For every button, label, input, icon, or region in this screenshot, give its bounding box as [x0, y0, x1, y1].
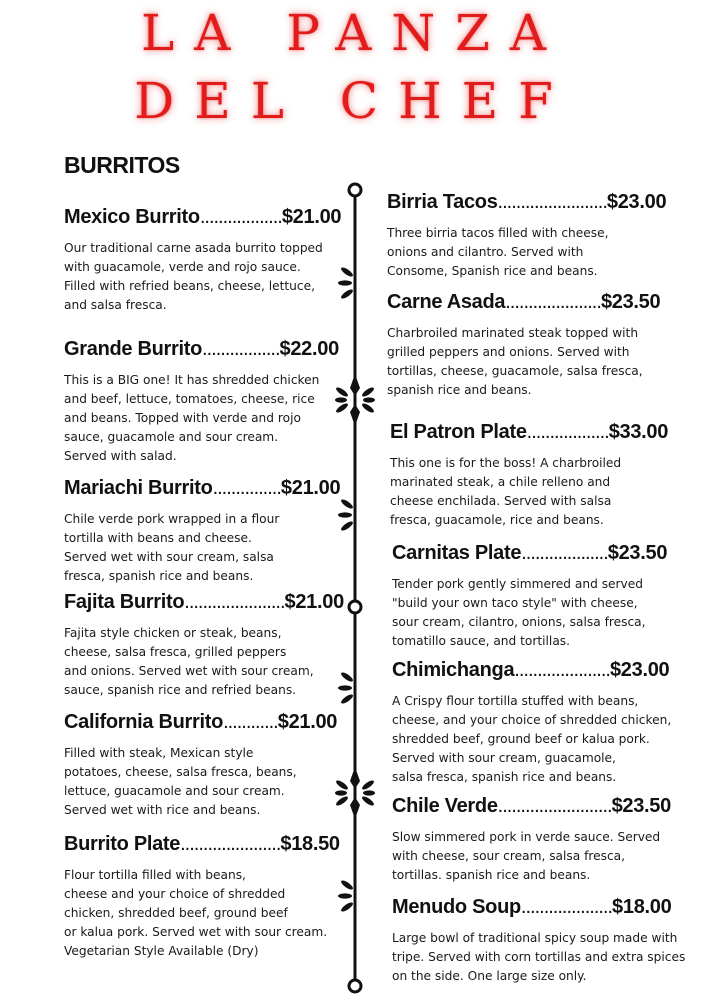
- item-price: $33.00: [608, 421, 669, 443]
- menu-item: [390, 420, 668, 530]
- item-name: Carne Asada: [387, 291, 506, 313]
- item-name: Menudo Soup: [392, 896, 521, 918]
- menu-item: [392, 541, 667, 651]
- item-description: This is a BIG one! It has shredded chicken and beef, lettuce, tomatoes, cheese, rice and beans. Topped with verde and rojo sauce, guacamole and sour cream. Served with salad.: [64, 373, 320, 463]
- menu-item: [64, 337, 339, 466]
- menu-item: [392, 895, 685, 986]
- leader-dots: .....................: [514, 659, 610, 681]
- item-description: Fajita style chicken or steak, beans, cheese, salsa fresca, grilled peppers and onions. Served wet with sour cream, sauce, spanish rice and refried beans.: [64, 626, 314, 697]
- leader-dots: ......................: [184, 591, 285, 613]
- menu-item-header: [64, 476, 340, 500]
- menu-item: [64, 205, 341, 315]
- menu-item-header: [64, 205, 341, 229]
- menu-item-header: [64, 337, 339, 361]
- menu-item-header: [64, 710, 337, 734]
- menu-item-header: [392, 794, 671, 818]
- menu-item-header: [390, 420, 668, 444]
- menu-item: [64, 710, 337, 820]
- item-name: El Patron Plate: [390, 421, 527, 443]
- leaf-ornament: [338, 879, 354, 913]
- leader-dots: .................: [202, 338, 280, 360]
- menu-item: [387, 290, 660, 400]
- item-description: Flour tortilla filled with beans, cheese and your choice of shredded chicken, shredded beef, ground beef or kalua pork. Served wet with sour cream. Vegetarian Style Available (Dry): [64, 868, 328, 958]
- item-price: $21.00: [284, 591, 344, 613]
- section-title: BURRITOS: [64, 152, 180, 178]
- menu-item: [64, 476, 340, 586]
- item-name: Mariachi Burrito: [64, 477, 213, 499]
- leaf-ornament: [338, 266, 354, 300]
- item-description: Filled with steak, Mexican style potatoes, cheese, salsa fresca, beans, lettuce, guacamole and sour cream. Served wet with rice and beans.: [64, 746, 297, 817]
- item-name: Mexico Burrito: [64, 206, 200, 228]
- menu-item: [392, 658, 671, 787]
- item-price: $18.50: [280, 833, 340, 855]
- menu-item: [64, 590, 344, 700]
- menu-item-header: [64, 590, 344, 614]
- item-price: $23.50: [611, 795, 671, 817]
- leader-dots: ..................: [199, 206, 282, 228]
- item-description: This one is for the boss! A charbroiled marinated steak, a chile relleno and cheese enchilada. Served with salsa fresca, guacamole, rice and beans.: [390, 456, 622, 527]
- menu-item-header: [64, 832, 340, 856]
- menu-item: [392, 794, 671, 885]
- ring-ornament-top: [349, 184, 361, 196]
- item-price: $23.00: [609, 659, 670, 681]
- item-description: A Crispy flour tortilla stuffed with beans, cheese, and your choice of shredded chicken, shredded beef, ground beef or kalua pork. Served with sour cream, guacamole, salsa fresca, spanish rice and beans.: [392, 694, 672, 784]
- item-price: $23.00: [606, 191, 667, 213]
- leaf-ornament: [338, 498, 354, 532]
- leader-dots: ......................: [180, 833, 281, 855]
- item-price: $21.00: [281, 206, 342, 228]
- menu-item: [64, 832, 340, 961]
- leader-dots: .....................: [505, 291, 601, 313]
- ring-ornament-middle: [349, 601, 361, 613]
- item-description: Tender pork gently simmered and served "build your own taco style" with cheese, sour cream, cilantro, onions, salsa fresca, tomatillo sauce, and tortillas.: [392, 577, 646, 648]
- leader-dots: ....................: [520, 896, 613, 918]
- item-description: Chile verde pork wrapped in a flour tortilla with beans and cheese. Served wet with sour cream, salsa fresca, spanish rice and beans.: [64, 512, 280, 583]
- item-name: Grande Burrito: [64, 338, 203, 360]
- item-name: Burrito Plate: [64, 833, 181, 855]
- item-name: Fajita Burrito: [64, 591, 185, 613]
- item-price: $18.00: [612, 896, 672, 918]
- ring-ornament-bottom: [349, 980, 361, 992]
- item-description: Slow simmered pork in verde sauce. Served with cheese, sour cream, salsa fresca, tortillas. spanish rice and beans.: [392, 830, 661, 882]
- restaurant-name-line2: DEL CHEF: [134, 72, 573, 130]
- leader-dots: ...................: [521, 542, 608, 564]
- menu-item-header: [392, 541, 667, 565]
- menu-item-header: [392, 658, 671, 682]
- item-name: Chile Verde: [392, 795, 498, 817]
- item-name: California Burrito: [64, 711, 224, 733]
- item-description: Large bowl of traditional spicy soup made with tripe. Served with corn tortillas and extra spices on the side. One large size only.: [392, 931, 686, 983]
- leaf-ornament: [338, 671, 354, 705]
- leader-dots: ............: [223, 711, 278, 733]
- item-name: Carnitas Plate: [392, 542, 522, 564]
- item-name: Birria Tacos: [387, 191, 498, 213]
- ornamental-divider: [330, 180, 382, 995]
- item-price: $21.00: [277, 711, 338, 733]
- menu-item-header: [387, 190, 666, 214]
- item-description: Our traditional carne asada burrito topped with guacamole, verde and rojo sauce. Filled with refried beans, cheese, lettuce, and salsa fresca.: [64, 241, 323, 312]
- leader-dots: ..................: [526, 421, 609, 443]
- item-price: $21.00: [280, 477, 341, 499]
- item-name: Chimichanga: [392, 659, 515, 681]
- item-price: $23.50: [607, 542, 668, 564]
- menu-item-header: [387, 290, 660, 314]
- leader-dots: .........................: [497, 795, 612, 817]
- menu-item-header: [392, 895, 685, 919]
- item-description: Three birria tacos filled with cheese, onions and cilantro. Served with Consome, Spanish rice and beans.: [387, 226, 609, 278]
- item-description: Charbroiled marinated steak topped with grilled peppers and onions. Served with tortillas, cheese, guacamole, salsa fresca, spanish rice and beans.: [387, 326, 643, 397]
- menu-item: [387, 190, 666, 281]
- item-price: $22.00: [279, 338, 339, 360]
- leader-dots: ...............: [212, 477, 281, 499]
- leader-dots: ........................: [497, 191, 607, 213]
- restaurant-name-line1: LA PANZA: [141, 4, 566, 62]
- item-price: $23.50: [600, 291, 661, 313]
